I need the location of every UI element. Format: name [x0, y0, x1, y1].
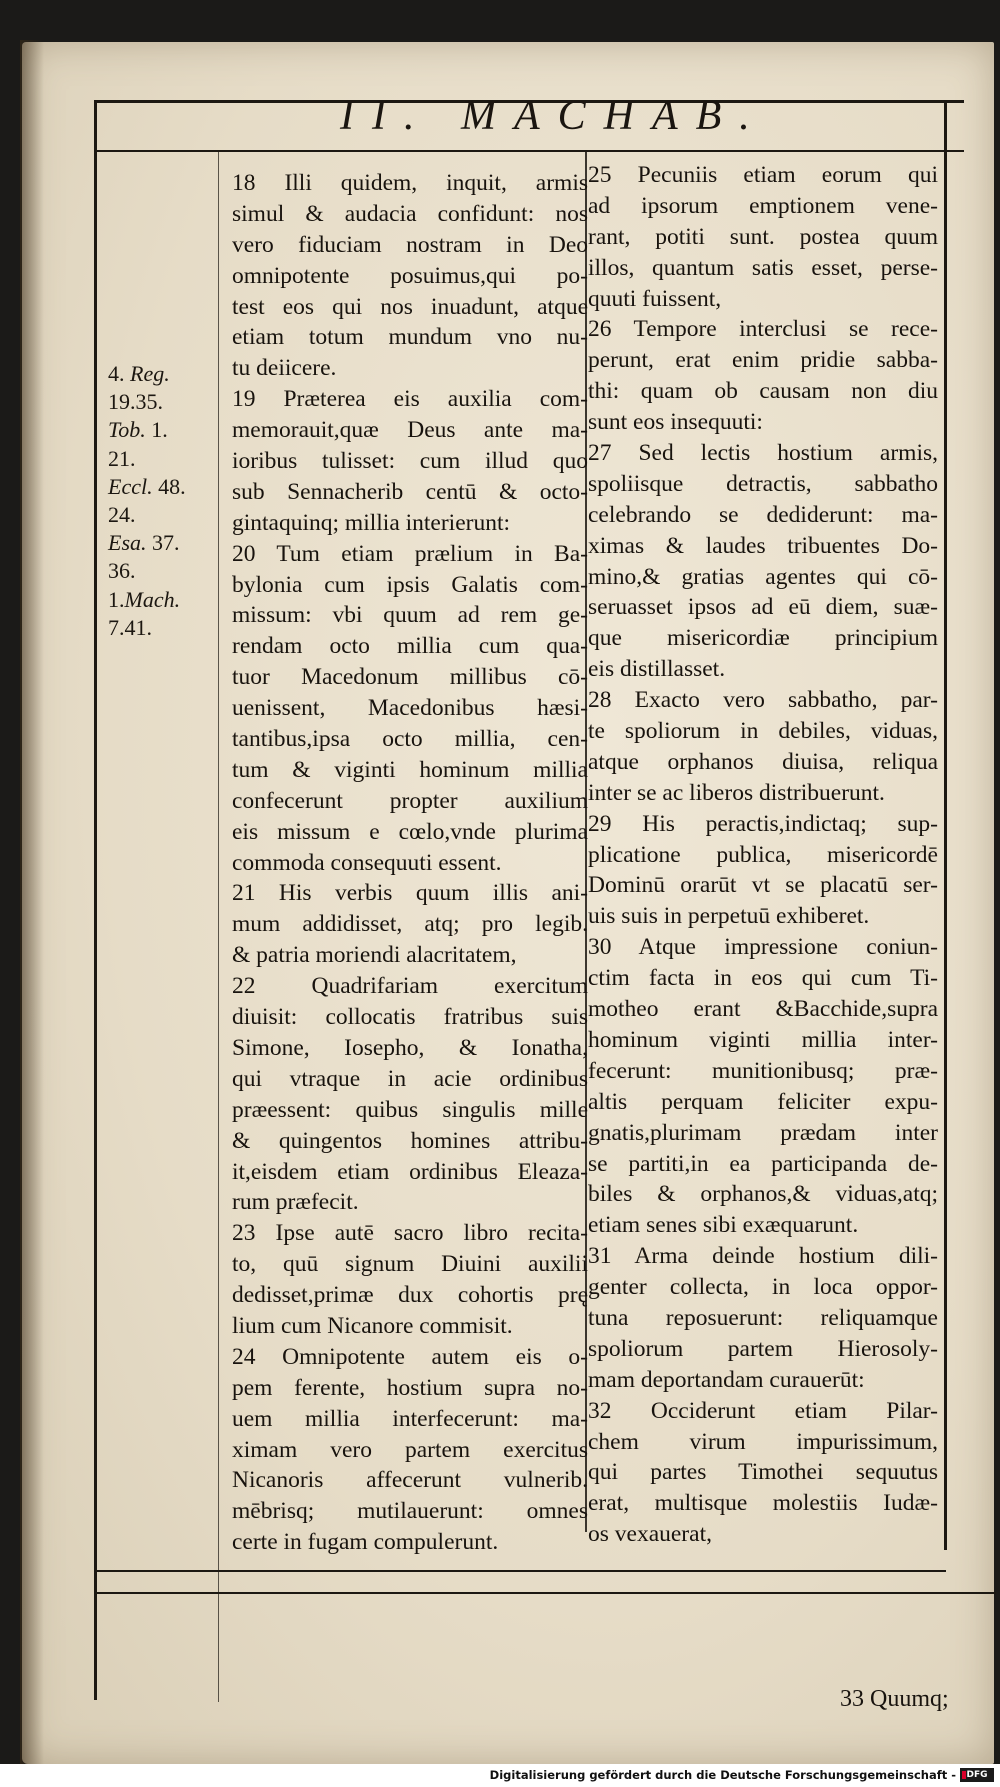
text-line: fecerunt: munitionibusq; præ- — [588, 1057, 938, 1084]
text-line: tu deiicere. — [232, 355, 337, 382]
text-line: seruasset ipsos ad eū diem, suæ- — [588, 594, 938, 621]
text-line: gintaquinq; millia interierunt: — [232, 509, 511, 536]
inner-margin-rule — [218, 152, 219, 1702]
text-line: simul & audacia confidunt: nos — [232, 200, 588, 227]
text-line: 24 Omnipotente autem eis o- — [232, 1343, 588, 1370]
text-line: & patria moriendi alacritatem, — [232, 942, 517, 969]
text-line: chem virum impurissimum, — [588, 1428, 938, 1455]
text-line: biles & orphanos,& viduas,atq; — [588, 1181, 938, 1208]
text-line: quuti fuissent, — [588, 285, 722, 312]
margin-reference: Esa. 37. — [108, 530, 180, 556]
text-line: qui vtraque in acie ordinibus — [232, 1065, 588, 1092]
text-line: it,eisdem etiam ordinibus Eleaza- — [232, 1158, 588, 1185]
left-text-column — [232, 168, 588, 1558]
text-line: test eos qui nos inuadunt, atque — [232, 293, 588, 320]
text-line: rum præfecit. — [232, 1189, 359, 1216]
footer-credit: Digitalisierung gefördert durch die Deutsche Forschungsgemeinschaft - — [489, 1768, 956, 1782]
text-line: que misericordiæ principium — [588, 625, 938, 652]
text-line: te spoliorum in debiles, viduas, — [588, 718, 938, 745]
catchword: 33 Quumq; — [840, 1686, 949, 1712]
digitization-footer — [0, 1764, 1000, 1787]
header-underline — [96, 150, 964, 152]
text-line: plicatione publica, misericordē — [588, 841, 938, 868]
text-line: 23 Ipse autē sacro libro recita- — [232, 1220, 588, 1247]
text-line: illos, quantum satis esset, perse- — [588, 254, 938, 281]
margin-reference: 19.35. — [108, 389, 163, 415]
text-line: missum: vbi quum ad rem ge- — [232, 602, 588, 629]
text-line: spoliorum partem Hierosoly- — [588, 1335, 938, 1362]
text-line: uem millia interfecerunt: ma- — [232, 1405, 588, 1432]
text-line: to, quū signum Diuini auxilii — [232, 1251, 588, 1278]
text-line: mum addidisset, atq; pro legib. — [232, 911, 588, 938]
text-line: Nicanoris affecerunt vulnerib. — [232, 1467, 588, 1494]
text-line: 30 Atque impressione coniun- — [588, 934, 938, 961]
text-line: tuor Macedonum millibus cō- — [232, 664, 588, 691]
text-line: dedisset,primæ dux cohortis prę — [232, 1282, 588, 1309]
text-line: altis perquam feliciter expu- — [588, 1088, 938, 1115]
text-line: 21 His verbis quum illis ani- — [232, 880, 588, 907]
text-line: sunt eos insequuti: — [588, 409, 763, 436]
text-line: os vexauerat, — [588, 1521, 712, 1548]
text-line: commoda consequuti essent. — [232, 849, 502, 876]
margin-reference: 21. — [108, 445, 136, 471]
text-line: 29 His peractis,indictaq; sup- — [588, 810, 938, 837]
text-line: 19 Præterea eis auxilia com- — [232, 386, 588, 413]
text-line: 22 Quadrifariam exercitum — [232, 973, 588, 1000]
text-line: se partiti,in ea participanda de- — [588, 1150, 938, 1177]
text-line: ctim facta in eos qui cum Ti- — [588, 965, 938, 992]
text-line: eis distillasset. — [588, 656, 726, 683]
text-line: 26 Tempore interclusi se rece- — [588, 316, 938, 343]
text-line: celebrando se dediderunt: ma- — [588, 501, 938, 528]
text-line: atque orphanos diuisa, reliqua — [588, 748, 938, 775]
text-line: erat, multisque molestiis Iudæ- — [588, 1490, 938, 1517]
text-line: 18 Illi quidem, inquit, armis — [232, 170, 588, 196]
text-line: 31 Arma deinde hostium dili- — [588, 1243, 938, 1270]
page-gutter-shadow — [20, 40, 44, 1766]
text-line: Dominū orarūt vt se placatū ser- — [588, 872, 938, 899]
margin-reference: 7.41. — [108, 614, 152, 640]
text-line: diuisit: collocatis fratribus suis — [232, 1004, 588, 1031]
text-line: ioribus tulisset: cum illud quo — [232, 448, 588, 475]
margin-reference: 24. — [108, 501, 136, 527]
text-line: pem ferente, hostium supra no- — [232, 1374, 588, 1401]
text-line: rant, potiti sunt. postea quum — [588, 223, 938, 250]
text-line: ximam vero partem exercitus — [232, 1436, 588, 1463]
text-line: gnatis,plurimam prædam inter — [588, 1119, 938, 1146]
text-line: vero fiduciam nostram in Deo — [232, 231, 588, 258]
margin-reference: 1.Mach. — [108, 586, 181, 612]
text-line: tantibus,ipsa octo millia, cen- — [232, 726, 588, 753]
dfg-logo — [960, 1768, 994, 1782]
text-line: inter se ac liberos distribuerunt. — [588, 779, 885, 806]
right-border-rule — [944, 100, 947, 1550]
text-line: sub Sennacherib centū & octo- — [232, 478, 588, 505]
text-line: mino,& gratias agentes qui cō- — [588, 563, 938, 590]
text-line: etiam totum mundum vno nu- — [232, 324, 588, 351]
dfg-logo-text: DFG — [966, 1770, 988, 1780]
text-line: uis suis in perpetuū exhiberet. — [588, 903, 870, 930]
text-line: eis missum e cœlo,vnde plurima — [232, 818, 588, 845]
bottom-rule — [96, 1570, 946, 1572]
margin-reference: 36. — [108, 558, 136, 584]
text-line: 25 Pecuniis etiam eorum qui — [588, 162, 938, 188]
text-line: qui partes Timothei sequutus — [588, 1459, 938, 1486]
text-line: lium cum Nicanore commisit. — [232, 1312, 513, 1339]
text-line: perunt, erat enim pridie sabba- — [588, 347, 938, 374]
text-line: hominum viginti millia inter- — [588, 1026, 938, 1053]
footer-rule — [96, 1592, 996, 1594]
text-line: 27 Sed lectis hostium armis, — [588, 440, 938, 467]
text-line: etiam senes sibi exæquarunt. — [588, 1212, 859, 1239]
text-line: genter collecta, in loca oppor- — [588, 1274, 938, 1301]
text-line: 28 Exacto vero sabbatho, par- — [588, 687, 938, 714]
text-line: omnipotente posuimus,qui po- — [232, 262, 588, 289]
text-line: ximas & laudes tribuentes Do- — [588, 532, 938, 559]
left-border-rule — [94, 100, 97, 1700]
text-line: confecerunt propter auxilium — [232, 787, 588, 814]
text-line: mēbrisq; mutilauerunt: omnes — [232, 1498, 588, 1525]
text-line: thi: quam ob causam non diu — [588, 378, 938, 405]
margin-notes — [108, 360, 208, 642]
text-line: præessent: quibus singulis mille — [232, 1096, 588, 1123]
margin-reference: Eccl. 48. — [108, 473, 186, 499]
text-line: rendam octo millia cum qua- — [232, 633, 588, 660]
text-line: & quingentos homines attribu- — [232, 1127, 588, 1154]
margin-reference: Tob. 1. — [108, 417, 168, 443]
text-line: 32 Occiderunt etiam Pilar- — [588, 1397, 938, 1424]
text-line: ad ipsorum emptionem vene- — [588, 192, 938, 219]
text-line: spoliisque detractis, sabbatho — [588, 470, 938, 497]
running-header: II. MACHAB. — [340, 93, 768, 139]
right-text-column — [588, 160, 938, 1550]
text-line: bylonia cum ipsis Galatis com- — [232, 571, 588, 598]
text-line: memorauit,quæ Deus ante ma- — [232, 417, 588, 444]
text-line: Simone, Iosepho, & Ionatha, — [232, 1034, 588, 1061]
text-line: certe in fugam compulerunt. — [232, 1529, 499, 1556]
text-line: tum & viginti hominum millia — [232, 756, 588, 783]
text-line: tuna reposuerunt: reliquamque — [588, 1304, 938, 1331]
text-line: 20 Tum etiam prælium in Ba- — [232, 540, 588, 567]
text-line: mam deportandam curauerūt: — [588, 1366, 865, 1393]
margin-reference: 4. Reg. — [108, 361, 170, 386]
text-line: motheo erant &Bacchide,supra — [588, 996, 938, 1023]
text-line: uenissent, Macedonibus hæsi- — [232, 695, 588, 722]
